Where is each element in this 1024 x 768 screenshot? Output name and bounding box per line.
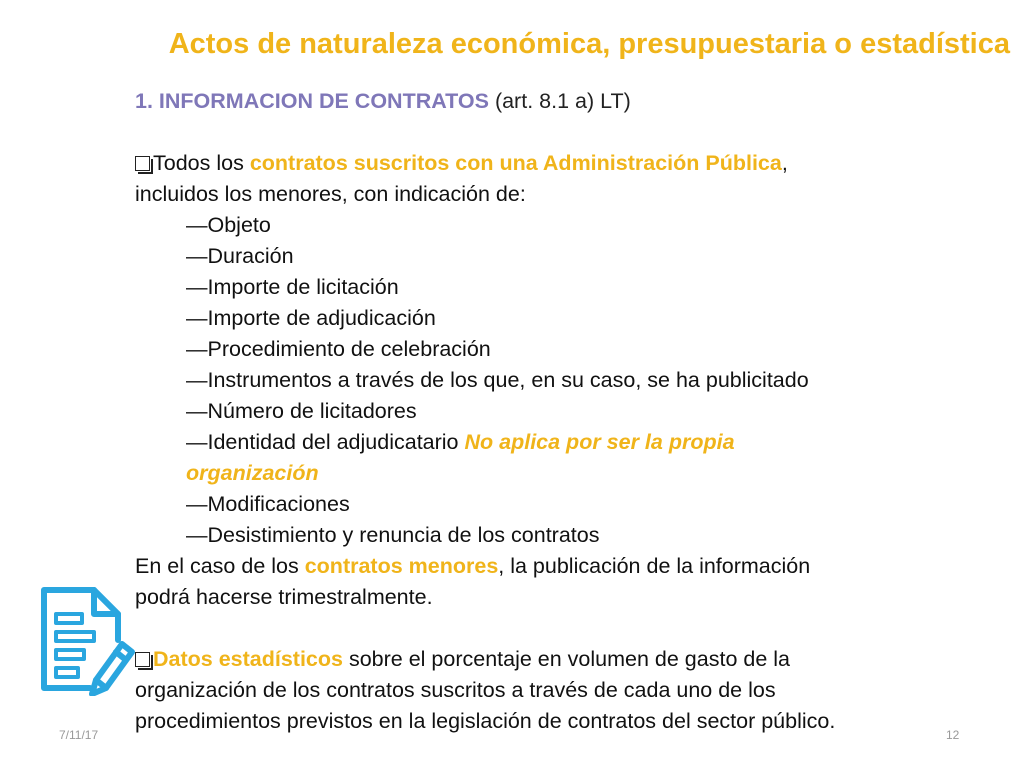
- list-item-identity: [135, 427, 995, 458]
- list-item: —Procedimiento de celebración: [186, 337, 491, 361]
- bullet-stats-highlight: Datos estadísticos: [153, 647, 343, 671]
- bullet-contracts-prefix: Todos los: [153, 151, 250, 175]
- bullet-contracts-highlight: contratos suscritos con una Administración Pública: [249, 151, 782, 175]
- slide-content: [135, 86, 995, 737]
- bullet-stats-line1: [135, 644, 995, 675]
- bullet-contracts-line1: [135, 148, 995, 179]
- list-item: —Importe de adjudicación: [186, 306, 436, 330]
- section-heading-line: [135, 86, 995, 117]
- bullet-stats-line2: organización de los contratos suscritos a través de cada uno de los: [135, 678, 776, 702]
- slide-title: Actos de naturaleza económica, presupuestaria o estadística: [168, 28, 1010, 60]
- identity-item-text: —Identidad del adjudicatario: [186, 430, 465, 454]
- identity-item-note-line2: [135, 458, 995, 489]
- identity-item-note-cont: organización: [186, 461, 319, 485]
- checkbox-bullet-icon: [135, 652, 150, 667]
- document-edit-icon: [36, 584, 136, 696]
- list-item: —Modificaciones: [186, 492, 350, 516]
- spacer: [135, 117, 995, 148]
- bullet-stats-line3: procedimientos previstos en la legislación de contratos del sector público.: [135, 709, 836, 733]
- section-heading-suffix: (art. 8.1 a) LT): [488, 89, 631, 113]
- footer-page-number: 12: [946, 728, 960, 742]
- list-item: —Duración: [186, 244, 294, 268]
- list-item: —Objeto: [186, 213, 271, 237]
- identity-item-note: No aplica por ser la propia: [464, 430, 735, 454]
- bullet-stats-suffix: sobre el porcentaje en volumen de gasto de la: [342, 647, 791, 671]
- menores-highlight: contratos menores: [304, 554, 499, 578]
- bullet-contracts-suffix: ,: [781, 151, 788, 175]
- menores-line2: podrá hacerse trimestralmente.: [135, 585, 433, 609]
- checkbox-bullet-icon: [135, 156, 150, 171]
- menores-line1: [135, 551, 995, 582]
- bullet-contracts-line2: incluidos los menores, con indicación de:: [135, 182, 526, 206]
- footer-date: 7/11/17: [59, 728, 99, 742]
- spacer: [135, 613, 995, 644]
- menores-suffix: , la publicación de la información: [498, 554, 811, 578]
- list-item: —Número de licitadores: [186, 399, 417, 423]
- menores-prefix: En el caso de los: [135, 554, 305, 578]
- list-item: —Instrumentos a través de los que, en su caso, se ha publicitado: [186, 368, 809, 392]
- list-item: —Desistimiento y renuncia de los contratos: [186, 523, 600, 547]
- list-item: —Importe de licitación: [186, 275, 399, 299]
- section-heading: 1. INFORMACION DE CONTRATOS: [135, 89, 489, 113]
